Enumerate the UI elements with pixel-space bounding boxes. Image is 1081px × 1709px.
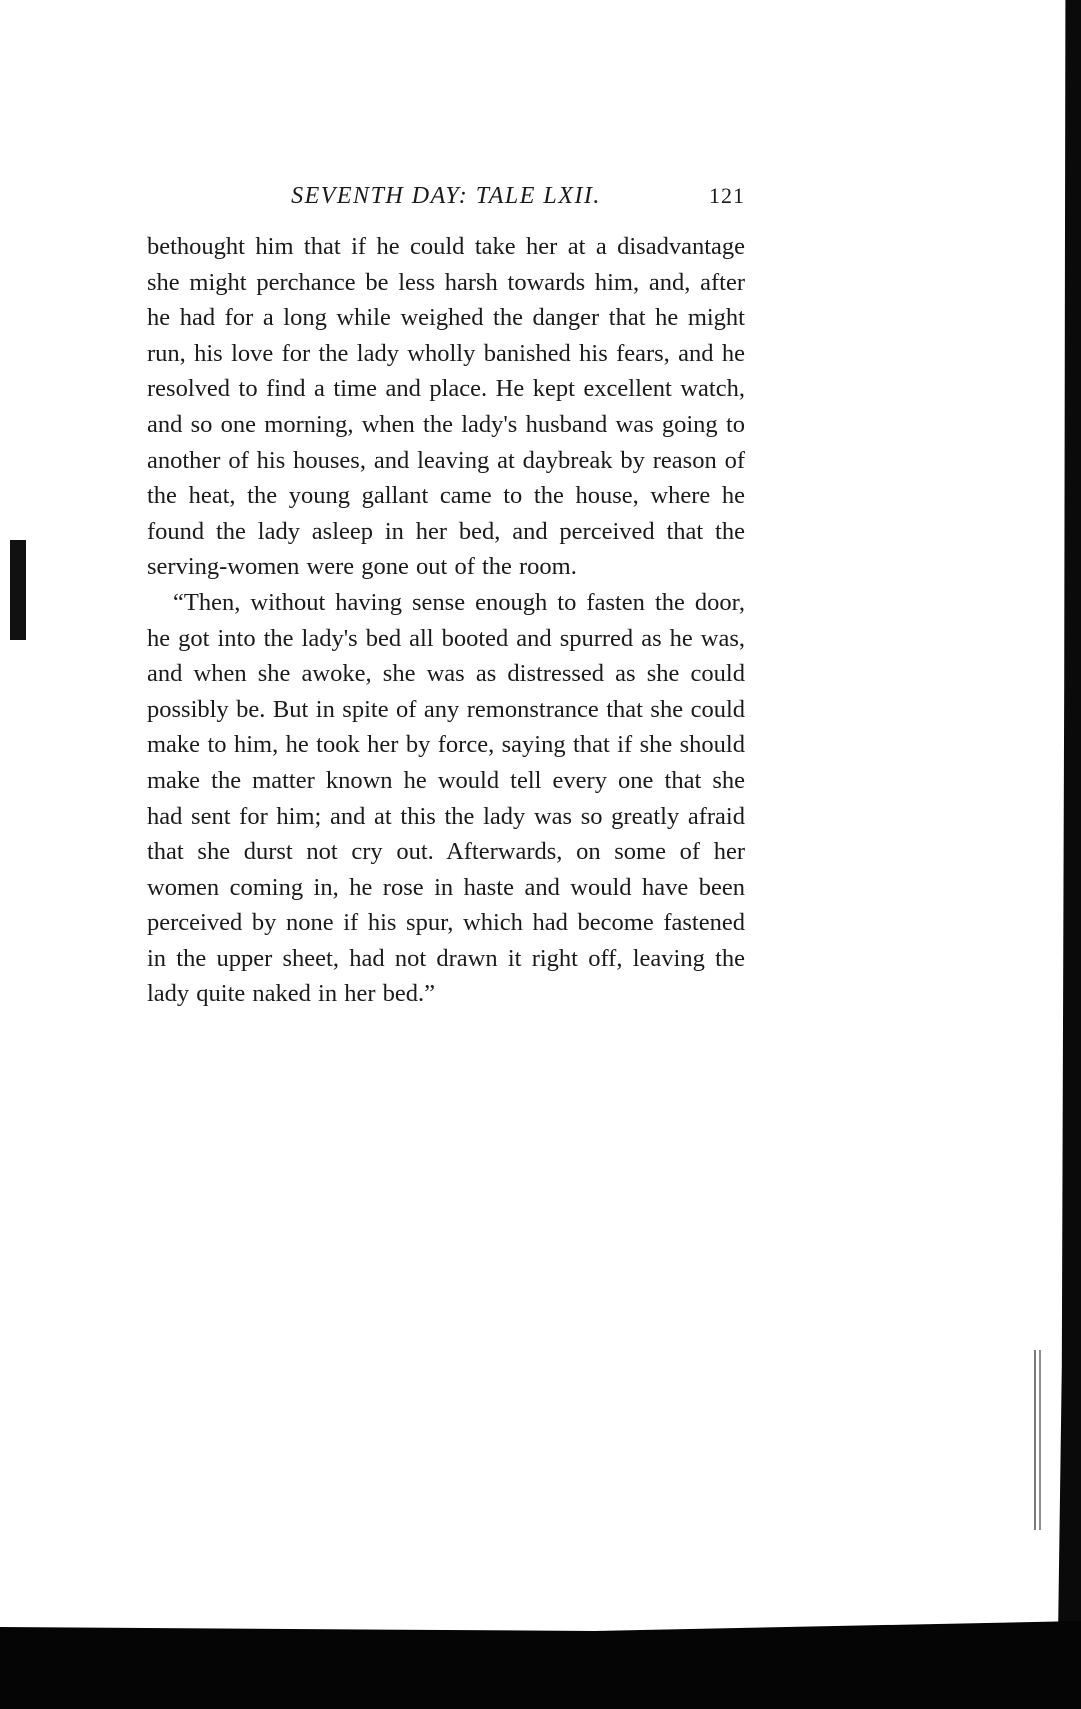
body-text (147, 229, 745, 1012)
scan-artifact-right-lines (1034, 1350, 1041, 1530)
paragraph-1: bethought him that if he could take her at a disadvantage she might perchance be less harsh towards him, and, after he had for a long while weighed the danger that he might run, his love for the lady wholly banished his fears, and he resolved to find a time and place. He kept excellent watch, and so one morning, when the lady's husband was going to another of his houses, and leaving at daybreak by reason of the heat, the young gallant came to the house, where he found the lady asleep in her bed, and perceived that the serving-women were gone out of the room. (147, 233, 745, 581)
scan-edge-bottom (0, 1609, 1081, 1709)
running-title: SEVENTH DAY: TALE LXII. (291, 183, 601, 209)
scan-edge-right (1057, 0, 1081, 1709)
page-number: 121 (709, 183, 745, 208)
paragraph-2: “Then, without having sense enough to fasten the door, he got into the lady's bed all booted and spurred as he was, and when she awoke, she was as distressed as she could possibly be. But in spite of any remonstrance that she could make to him, he took her by force, saying that if she should make the matter known he would tell every one that she had sent for him; and at this the lady was so greatly afraid that she durst not cry out. Afterwards, on some of her women coming in, he rose in haste and would have been perceived by none if his spur, which had become fastened in the upper sheet, had not drawn it right off, leaving the lady quite naked in her bed.” (147, 588, 745, 1008)
scan-artifact-left (10, 540, 26, 640)
running-head (147, 176, 745, 216)
